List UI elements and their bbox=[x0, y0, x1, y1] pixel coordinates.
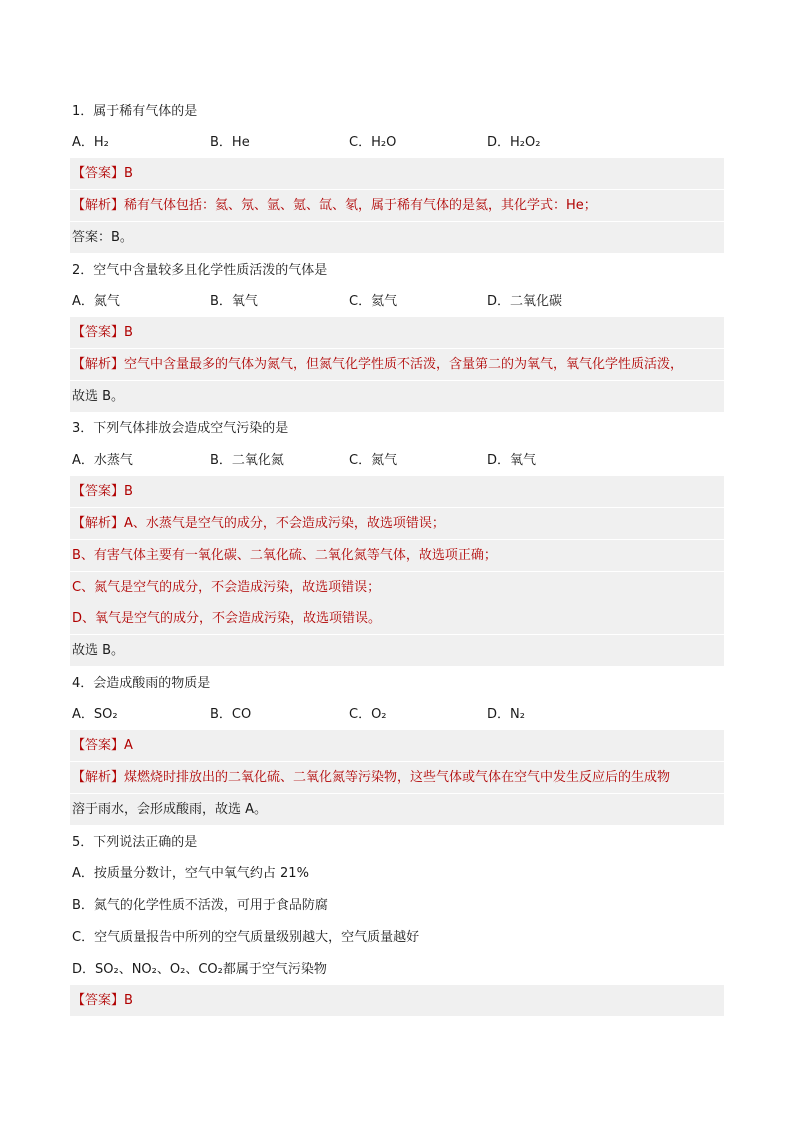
question-3-option-a: A．水蒸气 bbox=[72, 453, 133, 468]
question-3-options bbox=[70, 445, 724, 476]
question-4-option-a: A．SO₂ bbox=[72, 707, 118, 722]
question-5-option-b: B．氮气的化学性质不活泼，可用于食品防腐 bbox=[72, 898, 328, 913]
question-1-options bbox=[70, 127, 724, 158]
question-3-option-c: C．氮气 bbox=[349, 453, 398, 468]
question-4-stem: 4．会造成酸雨的物质是 bbox=[72, 676, 211, 691]
question-5-answer: 【答案】B bbox=[70, 985, 724, 1016]
question-4-option-c: C．O₂ bbox=[349, 707, 387, 722]
question-4-answer: 【答案】A bbox=[70, 730, 724, 761]
question-1-option-d: D．H₂O₂ bbox=[487, 135, 541, 150]
question-1-option-b: B．He bbox=[210, 135, 250, 150]
question-1-option-c: C．H₂O bbox=[349, 135, 397, 150]
question-2-analysis-line-2: 故选 B。 bbox=[70, 381, 724, 412]
question-2-options bbox=[70, 286, 724, 317]
question-2-option-b: B．氧气 bbox=[210, 294, 258, 309]
question-4-option-d: D．N₂ bbox=[487, 707, 525, 722]
question-2-analysis-line-1: 【解析】空气中含量最多的气体为氮气，但氮气化学性质不活泼，含量第二的为氧气，氧气化学性质活泼， bbox=[70, 349, 724, 380]
question-3-analysis-line-2: B、有害气体主要有一氧化碳、二氧化硫、二氧化氮等气体，故选项正确； bbox=[70, 540, 724, 571]
question-2-stem: 2．空气中含量较多且化学性质活泼的气体是 bbox=[72, 263, 328, 278]
question-3-option-d: D．氧气 bbox=[487, 453, 537, 468]
question-1-analysis-line-1: 【解析】稀有气体包括：氦、氖、氩、氪、氙、氡，属于稀有气体的是氦，其化学式：He； bbox=[70, 190, 724, 221]
question-5-stem: 5．下列说法正确的是 bbox=[72, 835, 198, 850]
question-4-options bbox=[70, 699, 724, 730]
question-3-analysis-line-4: D、氧气是空气的成分，不会造成污染，故选项错误。 bbox=[70, 603, 724, 634]
question-4-analysis-line-1: 【解析】煤燃烧时排放出的二氧化硫、二氧化氮等污染物，这些气体或气体在空气中发生反应后的生成物 bbox=[70, 762, 724, 793]
question-2-option-d: D．二氧化碳 bbox=[487, 294, 563, 309]
question-1-stem: 1．属于稀有气体的是 bbox=[72, 104, 198, 119]
question-5-option-c: C．空气质量报告中所列的空气质量级别越大，空气质量越好 bbox=[72, 930, 420, 945]
question-5-option-d: D．SO₂、NO₂、O₂、CO₂都属于空气污染物 bbox=[72, 962, 327, 977]
question-1-analysis-line-2: 答案：B。 bbox=[70, 222, 724, 253]
question-3-option-b: B．二氧化氮 bbox=[210, 453, 284, 468]
question-5-option-a: A．按质量分数计，空气中氧气约占 21% bbox=[72, 866, 309, 881]
question-3-stem: 3．下列气体排放会造成空气污染的是 bbox=[72, 421, 289, 436]
question-3-analysis-line-5: 故选 B。 bbox=[70, 635, 724, 666]
question-2-answer: 【答案】B bbox=[70, 317, 724, 348]
question-1-option-a: A．H₂ bbox=[72, 135, 109, 150]
question-2-option-a: A．氮气 bbox=[72, 294, 120, 309]
question-1-answer: 【答案】B bbox=[70, 158, 724, 189]
question-3-answer: 【答案】B bbox=[70, 476, 724, 507]
question-3-analysis-line-3: C、氮气是空气的成分，不会造成污染，故选项错误； bbox=[70, 572, 724, 603]
question-3-analysis-line-1: 【解析】A、水蒸气是空气的成分，不会造成污染，故选项错误； bbox=[70, 508, 724, 539]
question-4-analysis-line-2: 溶于雨水，会形成酸雨，故选 A。 bbox=[70, 794, 724, 825]
question-2-option-c: C．氦气 bbox=[349, 294, 398, 309]
question-4-option-b: B．CO bbox=[210, 707, 252, 722]
